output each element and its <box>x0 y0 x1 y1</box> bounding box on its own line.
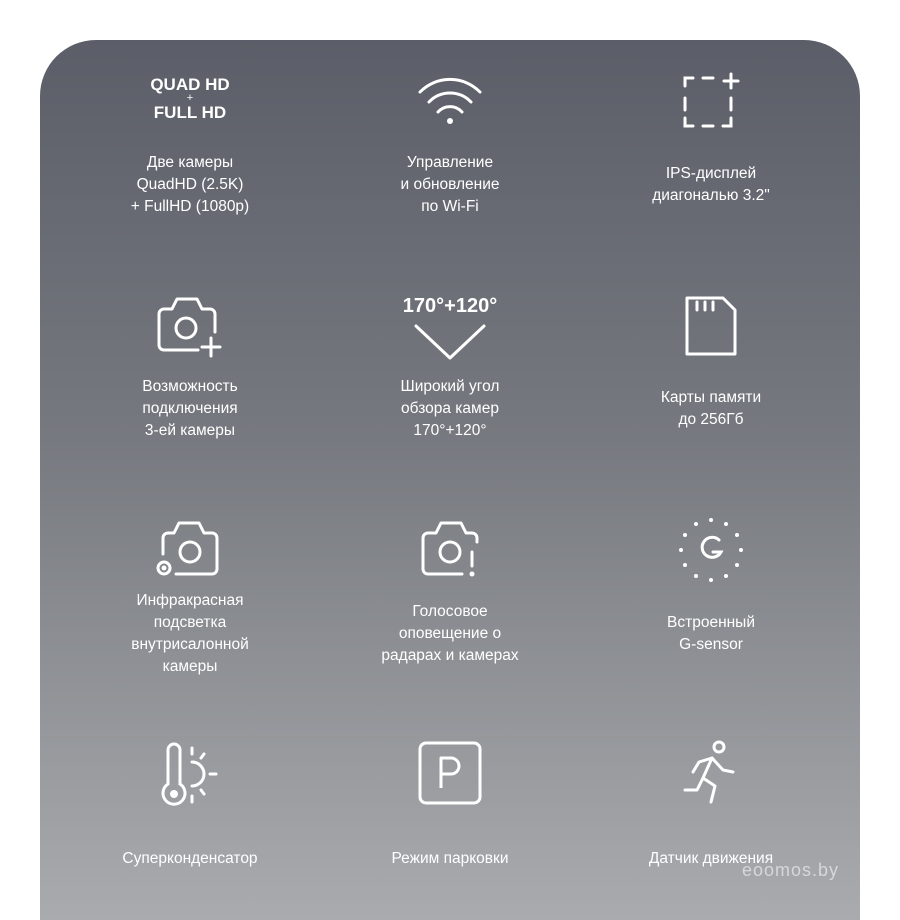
running-man-icon <box>679 740 743 808</box>
feature-label-line: подсветка <box>153 614 227 631</box>
feature-label-line: Управление <box>406 154 494 171</box>
feature-infrared <box>70 518 310 688</box>
feature-label-line: оповещение о <box>398 625 502 642</box>
feature-g-sensor <box>591 518 831 688</box>
feature-label-line: и обновление <box>400 176 500 193</box>
camera-plus-icon <box>154 294 226 358</box>
feature-label-line: Встроенный <box>667 614 755 631</box>
wifi-icon <box>415 72 485 128</box>
screen-icon <box>679 70 743 130</box>
feature-motion-sensor <box>591 740 831 880</box>
angle-icon <box>410 322 490 362</box>
feature-label-line: Суперконденсатор <box>122 850 258 867</box>
feature-label-line: радарах и камерах <box>381 647 519 664</box>
feature-label-line: Две камеры <box>146 154 234 171</box>
feature-label-line: QuadHD (2.5K) <box>136 176 244 193</box>
ir-camera-icon <box>154 518 226 582</box>
feature-label-line: + FullHD (1080p) <box>130 198 250 215</box>
thermometer-sun-icon <box>150 740 230 810</box>
feature-wide-angle <box>330 294 570 454</box>
feature-dual-camera <box>70 70 310 230</box>
feature-label-line: Возможность <box>142 378 238 395</box>
angle-icon-label: 170°+120° <box>402 295 498 317</box>
feature-label-line: Инфракрасная <box>136 592 244 609</box>
feature-label-line: внутрисалонной <box>131 636 249 653</box>
feature-label-line: Голосовое <box>412 603 488 620</box>
feature-display <box>591 70 831 230</box>
feature-third-camera <box>70 294 310 454</box>
feature-memory-card <box>591 294 831 454</box>
camera-alert-icon <box>414 518 486 582</box>
feature-label-line: по Wi-Fi <box>421 198 479 215</box>
feature-label-line: G-sensor <box>679 636 743 653</box>
feature-label-line: подключения <box>142 400 238 417</box>
quad-full-hd-icon: QUAD HD + FULL HD <box>150 75 230 122</box>
feature-label-line: обзора камер <box>401 400 499 417</box>
feature-supercapacitor <box>70 740 310 880</box>
g-sensor-icon <box>677 518 745 582</box>
feature-label-line: Широкий угол <box>400 378 500 395</box>
feature-voice-alert <box>330 518 570 688</box>
feature-parking <box>330 740 570 880</box>
parking-icon <box>417 740 483 806</box>
feature-label-line: Режим парковки <box>391 850 509 867</box>
sd-card-icon <box>683 294 739 358</box>
feature-label-line: 170°+120° <box>413 422 487 439</box>
feature-label-line: Датчик движения <box>648 850 774 867</box>
feature-label-line: IPS-дисплей <box>665 165 757 182</box>
watermark: eoomos.by <box>742 860 840 880</box>
feature-label-line: до 256Гб <box>678 411 744 428</box>
feature-label-line: диагональю 3.2" <box>652 187 770 204</box>
feature-label-line: 3-ей камеры <box>144 422 236 439</box>
feature-label-line: камеры <box>162 658 218 675</box>
feature-wifi <box>330 70 570 230</box>
feature-label-line: Карты памяти <box>660 389 762 406</box>
